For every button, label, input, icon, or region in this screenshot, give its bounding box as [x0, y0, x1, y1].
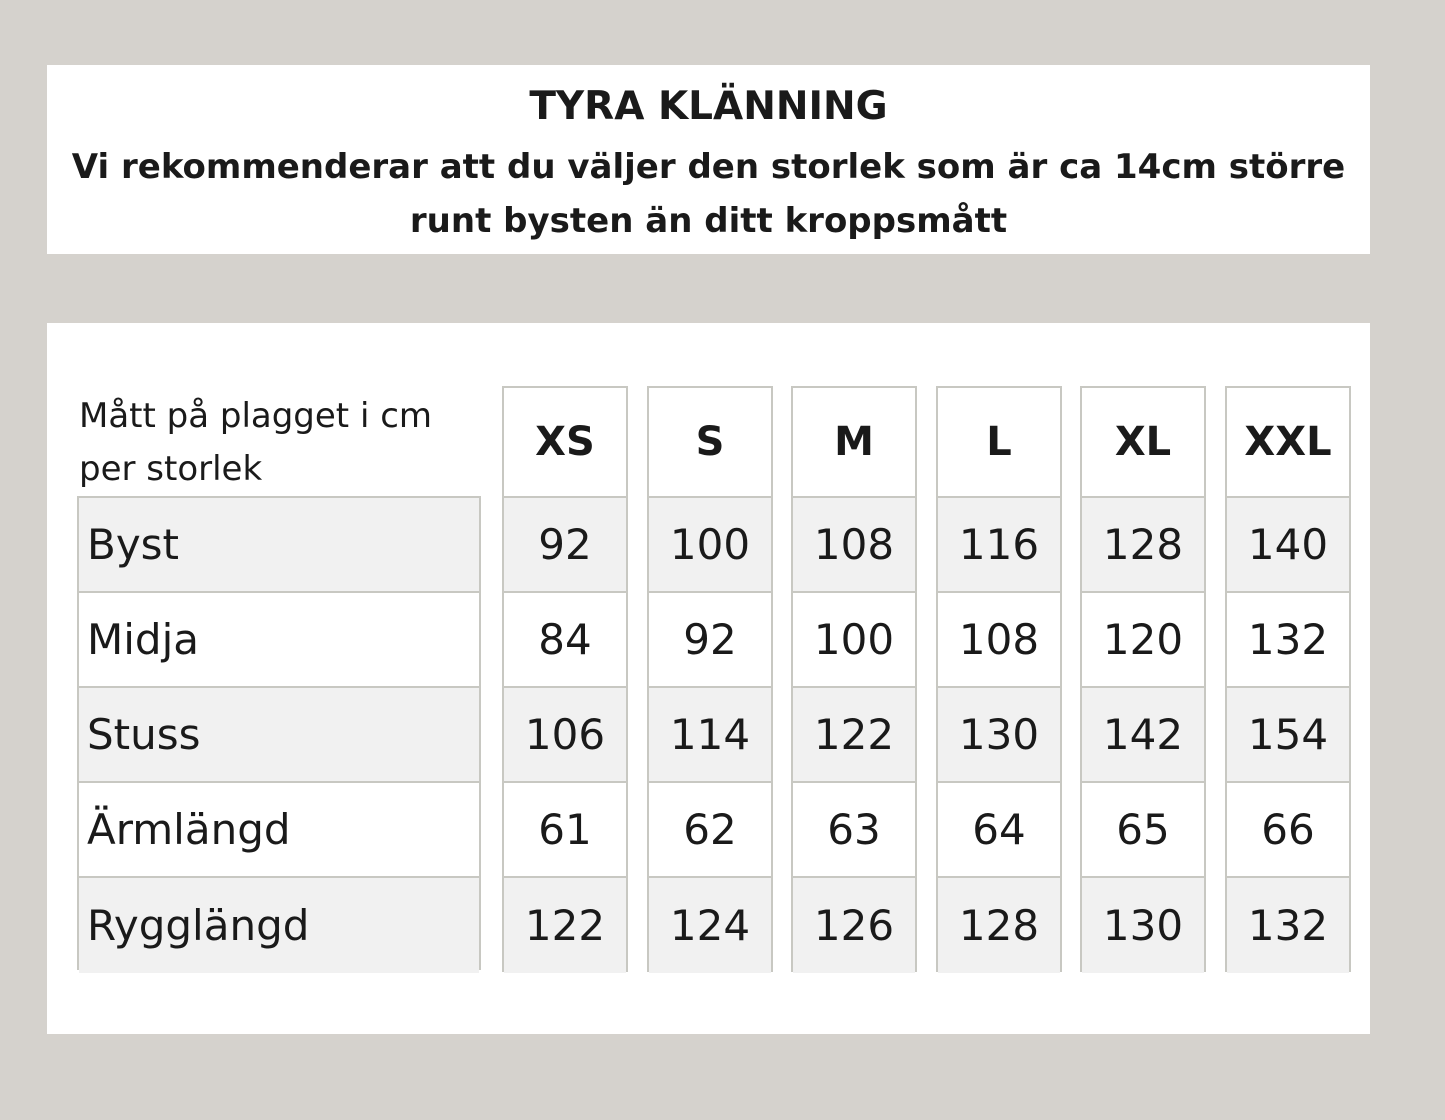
size-value: 122	[793, 688, 915, 783]
size-value: 65	[1082, 783, 1204, 878]
size-value: 66	[1227, 783, 1349, 878]
size-value: 120	[1082, 593, 1204, 688]
size-value: 124	[649, 878, 771, 973]
size-value: 62	[649, 783, 771, 878]
size-value: 130	[1082, 878, 1204, 973]
size-value: 130	[938, 688, 1060, 783]
row-label-rygglangd: Rygglängd	[79, 878, 479, 973]
size-value: 132	[1227, 878, 1349, 973]
table-caption	[79, 390, 489, 496]
page-title: TYRA KLÄNNING	[529, 84, 888, 129]
size-value: 92	[504, 498, 626, 593]
row-label-byst: Byst	[79, 498, 479, 593]
size-value: 128	[938, 878, 1060, 973]
size-value: 142	[1082, 688, 1204, 783]
size-value: 140	[1227, 498, 1349, 593]
size-recommendation	[67, 140, 1350, 248]
size-value: 122	[504, 878, 626, 973]
size-value: 132	[1227, 593, 1349, 688]
row-label-midja: Midja	[79, 593, 479, 688]
size-column-m	[791, 386, 917, 972]
size-value: 108	[938, 593, 1060, 688]
row-label-stuss: Stuss	[79, 688, 479, 783]
size-value: 63	[793, 783, 915, 878]
size-column-s	[647, 386, 773, 972]
size-header: XS	[504, 388, 626, 498]
size-column-xs	[502, 386, 628, 972]
size-header: S	[649, 388, 771, 498]
size-value: 126	[793, 878, 915, 973]
recommendation-line-2: runt bysten än ditt kroppsmått	[409, 201, 1008, 241]
size-value: 154	[1227, 688, 1349, 783]
size-header: XXL	[1227, 388, 1349, 498]
recommendation-line-1: Vi rekommenderar att du väljer den storlek som är ca 14cm större	[71, 147, 1346, 187]
size-column-l	[936, 386, 1062, 972]
size-header: M	[793, 388, 915, 498]
size-header: L	[938, 388, 1060, 498]
size-value: 114	[649, 688, 771, 783]
size-value: 64	[938, 783, 1060, 878]
size-value: 128	[1082, 498, 1204, 593]
header-panel	[47, 65, 1370, 254]
size-value: 61	[504, 783, 626, 878]
table-caption-line-2: per storlek	[79, 449, 263, 489]
size-value: 100	[649, 498, 771, 593]
row-label-armlangd: Ärmlängd	[79, 783, 479, 878]
size-value: 92	[649, 593, 771, 688]
size-column-xxl	[1225, 386, 1351, 972]
size-value: 100	[793, 593, 915, 688]
measurement-label-column	[77, 496, 481, 970]
size-header: XL	[1082, 388, 1204, 498]
table-caption-line-1: Mått på plagget i cm	[79, 396, 433, 436]
size-value: 108	[793, 498, 915, 593]
size-value: 84	[504, 593, 626, 688]
size-column-xl	[1080, 386, 1206, 972]
size-value: 116	[938, 498, 1060, 593]
size-value: 106	[504, 688, 626, 783]
